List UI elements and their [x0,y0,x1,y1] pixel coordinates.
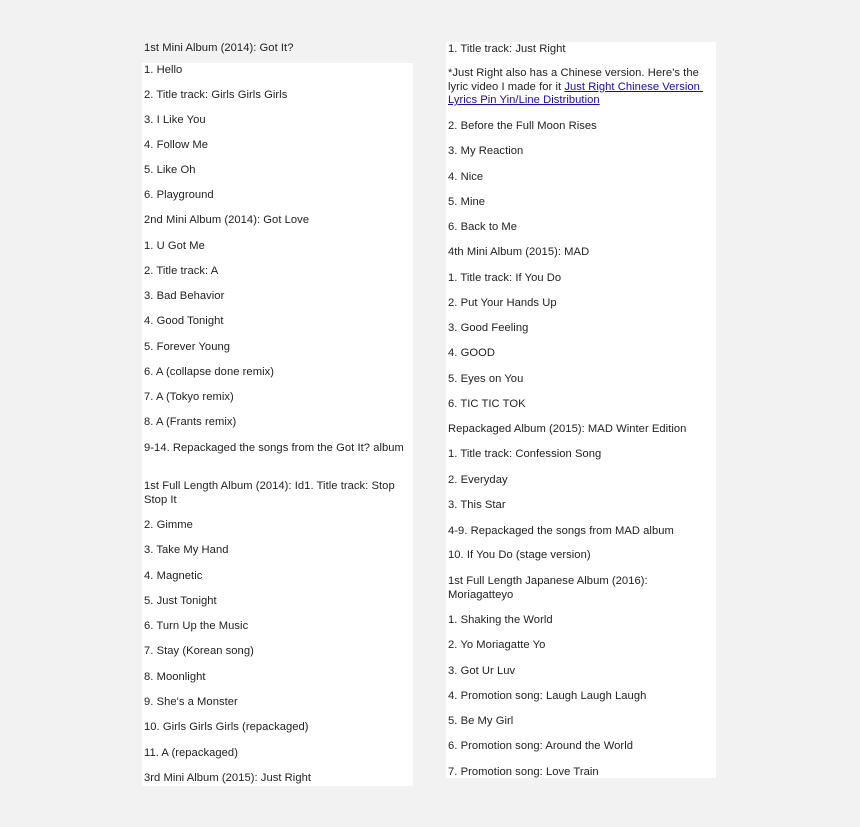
track-item: 2. Title track: Girls Girls Girls [144,89,288,101]
track-item: 4. Good Tonight [144,315,224,327]
track-item: 1. Shaking the World [448,614,553,626]
chinese-version-note [448,67,712,108]
track-item: 11. A (repackaged) [144,747,238,759]
track-item: 1. Title track: Confession Song [448,448,602,460]
track-item: 6. Playground [144,189,214,201]
track-item: 7. A (Tokyo remix) [144,391,234,403]
track-item: 3. Good Feeling [448,322,529,334]
track-item: 2. Gimme [144,519,193,531]
track-item: 2. Before the Full Moon Rises [448,120,597,132]
track-item: 3. My Reaction [448,145,524,157]
track-item: 2. Everyday [448,474,508,486]
track-item: 1. Title track: Just Right [448,43,566,55]
track-item: 2. Yo Moriagatte Yo [448,639,546,651]
track-item: 6. Back to Me [448,221,518,233]
album-heading: 4th Mini Album (2015): MAD [448,246,590,258]
track-item: 5. Like Oh [144,164,196,176]
track-item: 2. Put Your Hands Up [448,297,557,309]
album-heading: 3rd Mini Album (2015): Just Right [144,772,312,784]
track-item: 4-9. Repackaged the songs from MAD album [448,525,674,537]
lyric-video-link[interactable]: Just Right Chinese Version Lyrics Pin Yin/Line Distribution [448,80,704,107]
track-item: 5. Just Tonight [144,595,217,607]
track-item: 5. Forever Young [144,341,231,353]
track-item: 3. Take My Hand [144,544,229,556]
track-item: 3. This Star [448,499,506,511]
track-item: 1. Hello [144,64,183,76]
album-heading: 2nd Mini Album (2014): Got Love [144,214,310,226]
track-item: 5. Be My Girl [448,715,514,727]
album-heading: 1st Full Length Japanese Album (2016): Moriagatteyo [448,575,651,601]
track-item: 1. Title track: If You Do [448,272,562,284]
note-text: *Just Right also has a Chinese version. Here's the lyric video I made for it [448,67,703,93]
album-heading: Repackaged Album (2015): MAD Winter Edition [448,423,687,435]
track-item: 3. I Like You [144,114,206,126]
track-item: 9. She's a Monster [144,696,238,708]
track-item: 6. A (collapse done remix) [144,366,275,378]
track-item: 7. Promotion song: Love Train [448,766,599,778]
track-item: 6. Promotion song: Around the World [448,740,633,752]
track-item: 5. Eyes on You [448,373,524,385]
track-item: 9-14. Repackaged the songs from the Got It? album [144,442,404,454]
track-item: 2. Title track: A [144,265,219,277]
track-item: 1. U Got Me [144,240,205,252]
track-item: 4. Magnetic [144,570,203,582]
album-heading: 1st Full Length Album (2014): Id1. Title track: Stop Stop It [144,480,398,506]
track-item: 7. Stay (Korean song) [144,645,254,657]
track-item: 10. Girls Girls Girls (repackaged) [144,721,309,733]
album-heading: 1st Mini Album (2014): Got It? [144,42,294,54]
track-item: 6. Turn Up the Music [144,620,249,632]
track-item: 10. If You Do (stage version) [448,549,591,561]
track-item: 8. A (Frants remix) [144,416,237,428]
left-column [142,40,413,786]
track-item: 4. Promotion song: Laugh Laugh Laugh [448,690,647,702]
track-item: 4. GOOD [448,347,495,359]
track-item: 3. Bad Behavior [144,290,225,302]
track-item: 8. Moonlight [144,671,206,683]
track-item: 4. Follow Me [144,139,209,151]
track-item: 3. Got Ur Luv [448,665,516,677]
right-column [446,42,716,778]
track-item: 5. Mine [448,196,486,208]
track-item: 6. TIC TIC TOK [448,398,526,410]
track-item: 4. Nice [448,171,484,183]
